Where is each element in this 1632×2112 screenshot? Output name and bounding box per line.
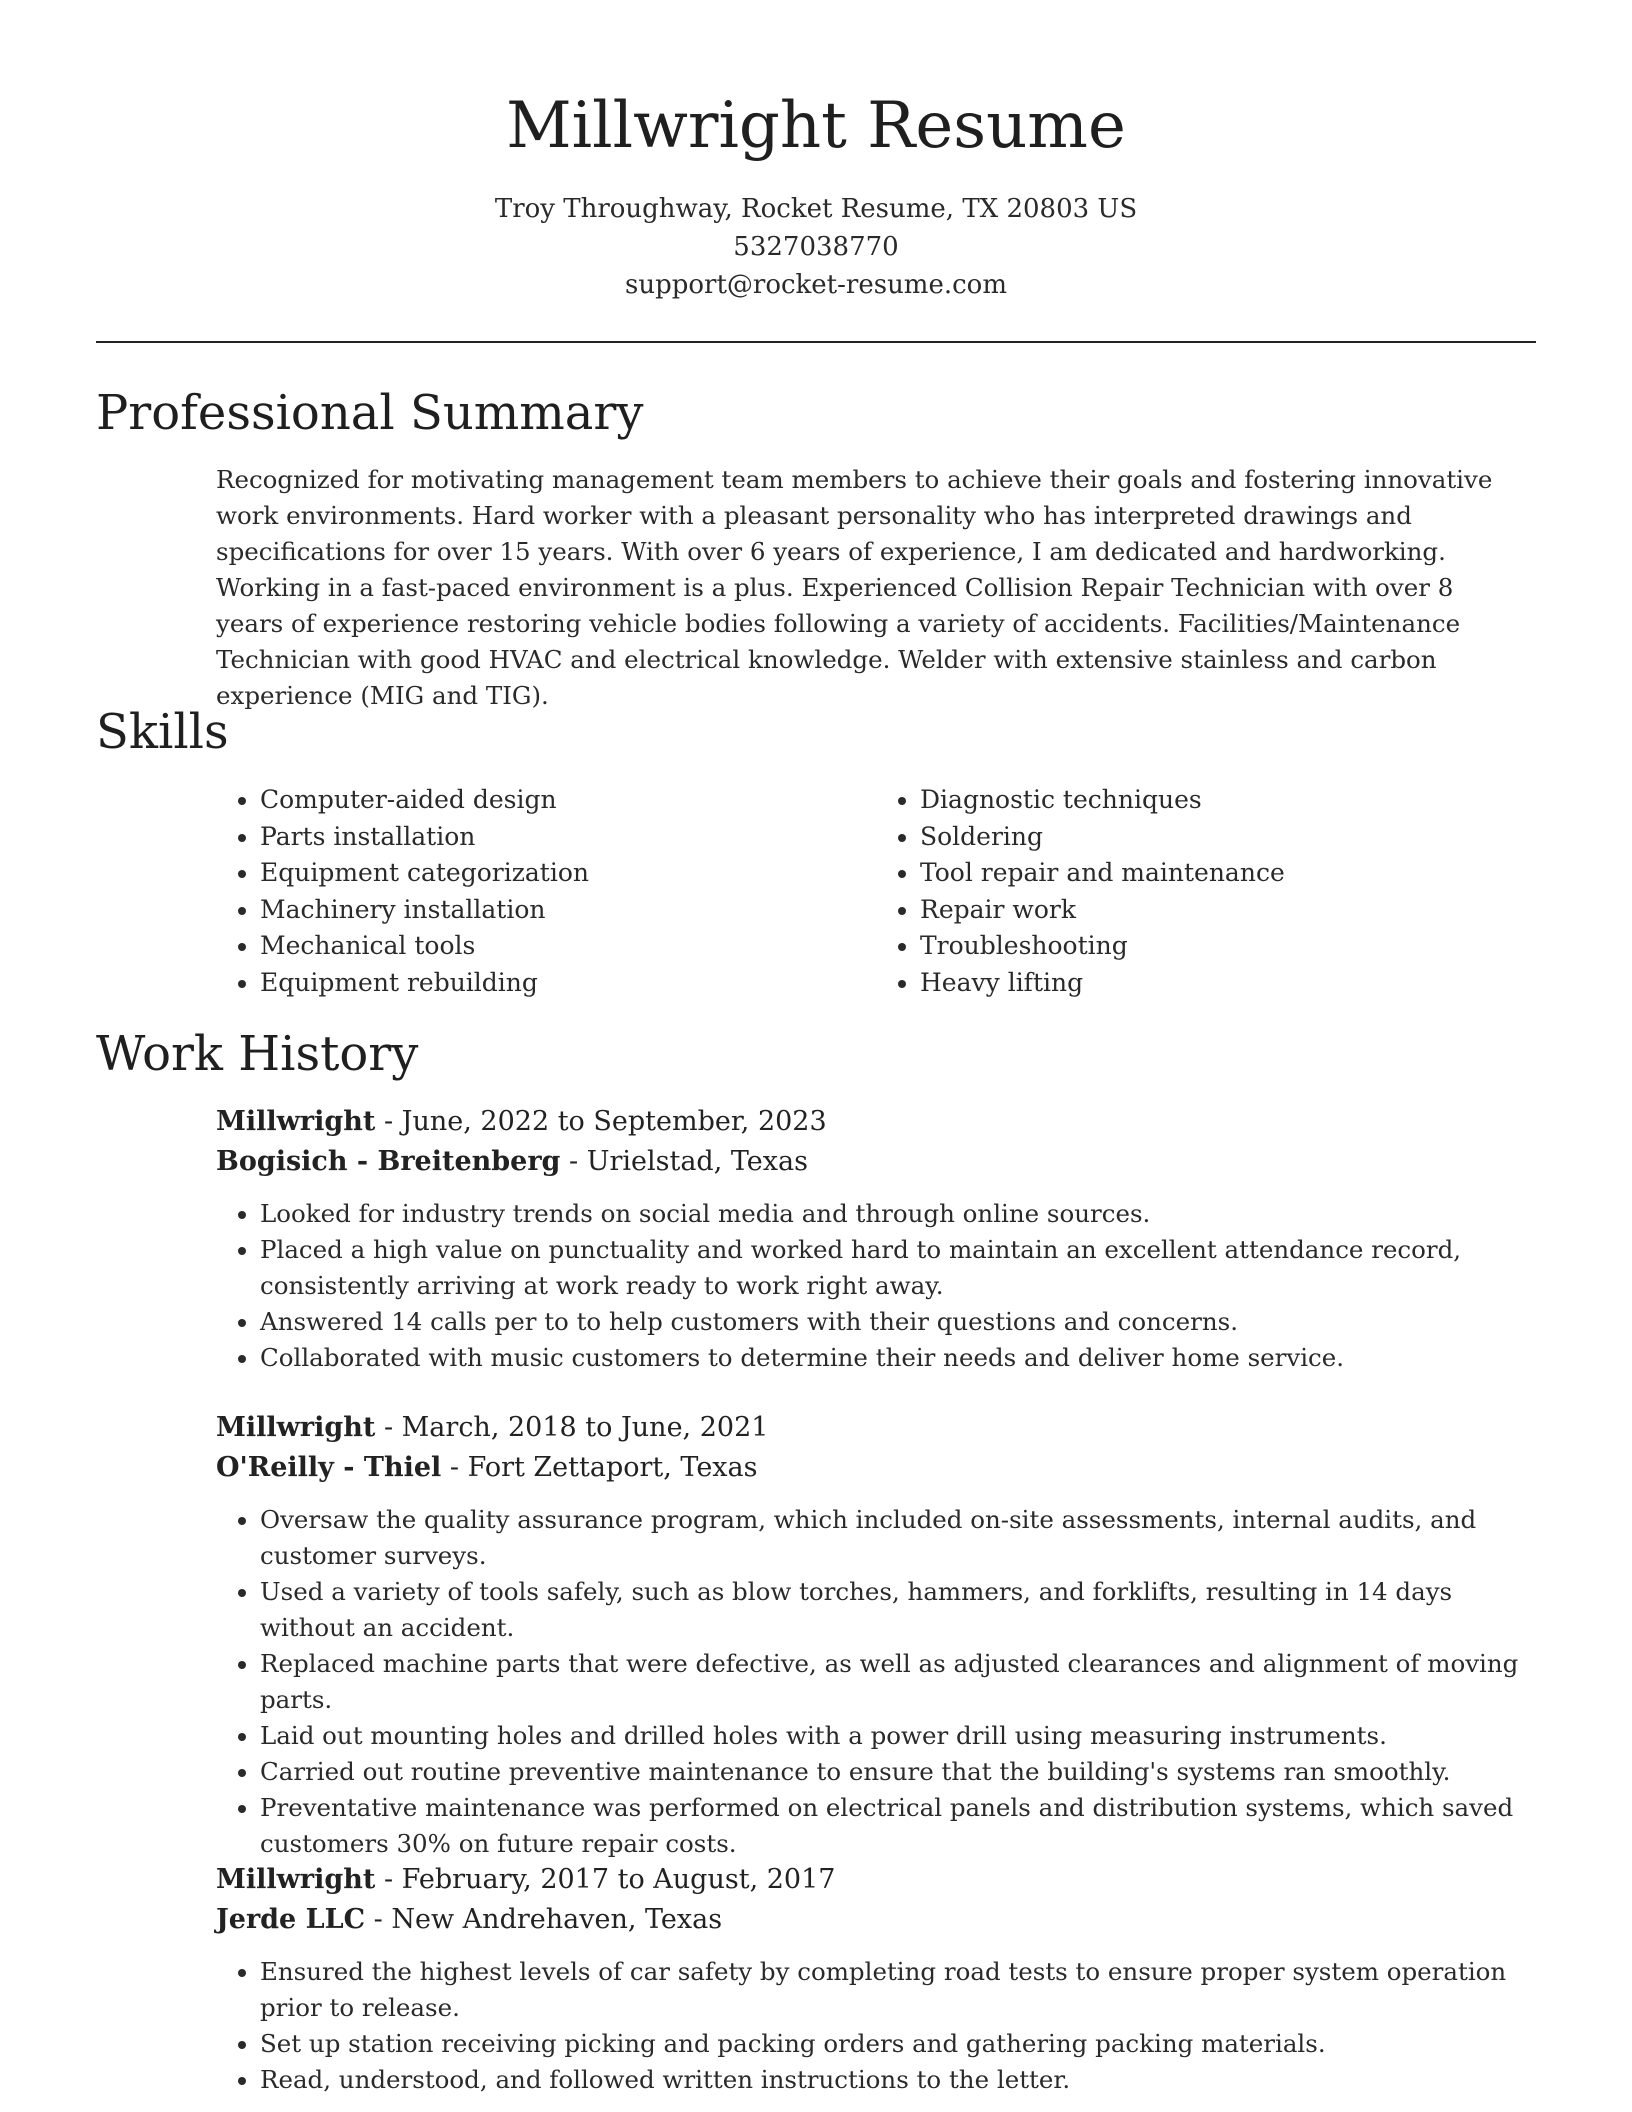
job-bullet: • Laid out mounting holes and drilled holes with a power drill using measuring instruments.: [260, 1718, 1536, 1754]
skill-item: • Machinery installation: [260, 892, 876, 929]
summary-text: Recognized for motivating management team members to achieve their goals and fostering innovative work environments. Hard worker with a pleasant personality who has interpreted drawings and specifications for over 15 years. With over 6 years of experience, I am dedicated and hardworking. Working in a fast-paced environment is a plus. Experienced Collision Repair Technician with over 8 years of experience restoring vehicle bodies following a variety of accidents. Facilities/Maintenance Technician with good HVAC and electrical knowledge. Welder with extensive stainless and carbon experience (MIG and TIG).: [216, 465, 1493, 710]
skills-column-right: [876, 782, 1536, 1001]
job-dates: - March, 2018 to June, 2021: [375, 1412, 769, 1443]
contact-address: Troy Throughway, Rocket Resume, TX 20803 US: [494, 194, 1138, 224]
job-location: - New Andrehaven, Texas: [365, 1904, 723, 1935]
skills-column-left: [216, 782, 876, 1001]
job-company-line: [216, 1900, 1536, 1940]
job-bullet: • Read, understood, and followed written instructions to the letter.: [260, 2062, 1536, 2098]
skill-item: • Repair work: [920, 892, 1536, 929]
job-bullet: • Used a variety of tools safely, such as blow torches, hammers, and forklifts, resulting in 14 days without an accident.: [260, 1574, 1536, 1646]
job-entry: [216, 1408, 1536, 1862]
skill-item: • Mechanical tools: [260, 928, 876, 965]
job-bullet: • Answered 14 calls per to to help customers with their questions and concerns.: [260, 1304, 1536, 1340]
job-title-line: [216, 1408, 1536, 1448]
job-bullet: • Placed a high value on punctuality and worked hard to maintain an excellent attendance record, consistently arriving at work ready to work right away.: [260, 1232, 1536, 1304]
skill-item: • Heavy lifting: [920, 965, 1536, 1002]
job-bullet: • Set up station receiving picking and packing orders and gathering packing materials.: [260, 2026, 1536, 2062]
resume-header: [0, 0, 1632, 304]
job-bullet: • Replaced machine parts that were defective, as well as adjusted clearances and alignment of moving parts.: [260, 1646, 1536, 1718]
job-role: Millwright: [216, 1106, 376, 1137]
summary-heading: Professional Summary: [96, 385, 644, 441]
skill-item: • Diagnostic techniques: [920, 782, 1536, 819]
resume-title: Millwright Resume: [506, 89, 1126, 163]
contact-info: [0, 190, 1632, 304]
job-bullet: • Oversaw the quality assurance program, which included on-site assessments, internal audits, and customer surveys.: [260, 1502, 1536, 1574]
job-entry: [216, 1102, 1536, 1376]
job-role: Millwright: [216, 1864, 376, 1895]
skill-item: • Computer-aided design: [260, 782, 876, 819]
skill-item: • Equipment rebuilding: [260, 965, 876, 1002]
job-company-line: [216, 1142, 1536, 1182]
header-divider: [96, 341, 1536, 343]
skill-item: • Troubleshooting: [920, 928, 1536, 965]
work-history-heading: Work History: [96, 1026, 419, 1082]
job-title-line: [216, 1860, 1536, 1900]
job-title-line: [216, 1102, 1536, 1142]
job-company: Jerde LLC: [216, 1904, 366, 1935]
job-bullet: • Looked for industry trends on social media and through online sources.: [260, 1196, 1536, 1232]
job-company: O'Reilly - Thiel: [216, 1452, 442, 1483]
job-dates: - June, 2022 to September, 2023: [375, 1106, 827, 1137]
skill-item: • Parts installation: [260, 819, 876, 856]
job-bullet: • Ensured the highest levels of car safety by completing road tests to ensure proper system operation prior to release.: [260, 1954, 1536, 2026]
job-bullet: • Collaborated with music customers to determine their needs and deliver home service.: [260, 1340, 1536, 1376]
job-entry: [216, 1860, 1536, 2098]
skills-heading: Skills: [96, 704, 229, 760]
contact-email: support@rocket-resume.com: [624, 270, 1007, 300]
job-bullets: [216, 1196, 1536, 1376]
job-company-line: [216, 1448, 1536, 1488]
job-bullet: • Carried out routine preventive maintenance to ensure that the building's systems ran smoothly.: [260, 1754, 1536, 1790]
skill-item: • Equipment categorization: [260, 855, 876, 892]
skill-item: • Soldering: [920, 819, 1536, 856]
job-bullet: • Preventative maintenance was performed on electrical panels and distribution systems, which saved customers 30% on future repair costs.: [260, 1790, 1536, 1862]
job-location: - Urielstad, Texas: [560, 1146, 808, 1177]
job-location: - Fort Zettaport, Texas: [441, 1452, 758, 1483]
job-role: Millwright: [216, 1412, 376, 1443]
skills-list: [216, 782, 1536, 1001]
job-company: Bogisich - Breitenberg: [216, 1146, 561, 1177]
job-bullets: [216, 1954, 1536, 2098]
job-dates: - February, 2017 to August, 2017: [375, 1864, 836, 1895]
skill-item: • Tool repair and maintenance: [920, 855, 1536, 892]
job-bullets: [216, 1502, 1536, 1862]
contact-phone: 5327038770: [733, 232, 899, 262]
